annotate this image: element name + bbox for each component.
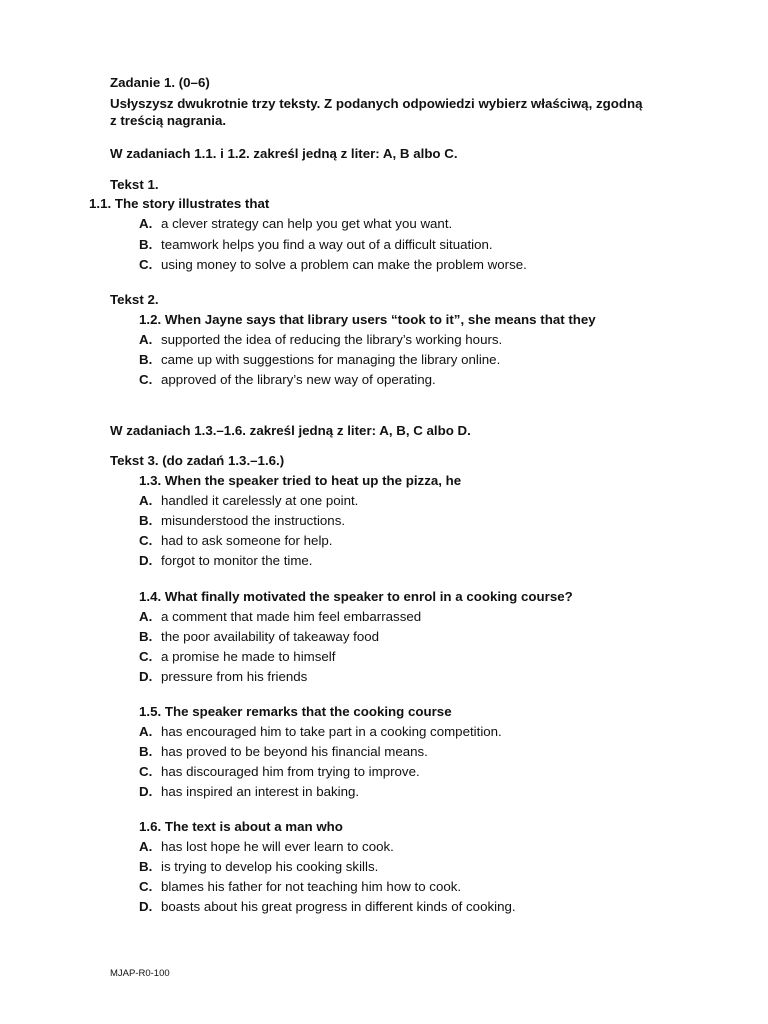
option-1-4-a[interactable] (139, 609, 421, 625)
option-text: a clever strategy can help you get what you want. (161, 216, 453, 231)
option-1-3-a[interactable] (139, 493, 358, 509)
option-text: approved of the library’s new way of operating. (161, 372, 436, 387)
option-letter: B. (139, 237, 153, 252)
option-1-4-d[interactable] (139, 669, 307, 685)
option-1-2-a[interactable] (139, 332, 502, 348)
option-text: forgot to monitor the time. (161, 553, 313, 568)
option-letter: D. (139, 899, 153, 914)
text1-label: Tekst 1. (110, 177, 159, 192)
question-1-1: 1.1. The story illustrates that (89, 196, 270, 211)
option-letter: C. (139, 764, 153, 779)
option-1-1-a[interactable] (139, 216, 452, 232)
option-text: had to ask someone for help. (161, 533, 333, 548)
option-1-2-c[interactable] (139, 372, 436, 388)
option-letter: A. (139, 839, 153, 854)
option-letter: C. (139, 372, 153, 387)
option-letter: B. (139, 744, 153, 759)
option-1-6-d[interactable] (139, 899, 516, 915)
option-letter: A. (139, 609, 153, 624)
option-1-2-b[interactable] (139, 352, 500, 368)
question-1-4: 1.4. What finally motivated the speaker to enrol in a cooking course? (139, 589, 573, 604)
option-1-3-d[interactable] (139, 553, 313, 569)
option-letter: A. (139, 493, 153, 508)
option-letter: B. (139, 859, 153, 874)
option-text: a comment that made him feel embarrassed (161, 609, 422, 624)
option-text: misunderstood the instructions. (161, 513, 346, 528)
note-abc: W zadaniach 1.1. i 1.2. zakreśl jedną z liter: A, B albo C. (110, 146, 458, 161)
option-text: has discouraged him from trying to improve. (161, 764, 420, 779)
option-1-5-a[interactable] (139, 724, 502, 740)
option-1-6-a[interactable] (139, 839, 394, 855)
option-text: handled it carelessly at one point. (161, 493, 359, 508)
option-text: the poor availability of takeaway food (161, 629, 380, 644)
option-1-3-c[interactable] (139, 533, 333, 549)
option-1-1-b[interactable] (139, 237, 493, 253)
option-1-4-c[interactable] (139, 649, 335, 665)
option-letter: D. (139, 669, 153, 684)
option-text: pressure from his friends (161, 669, 308, 684)
option-text: has inspired an interest in baking. (161, 784, 360, 799)
option-letter: A. (139, 216, 153, 231)
option-letter: D. (139, 784, 153, 799)
question-1-6: 1.6. The text is about a man who (139, 819, 343, 834)
option-text: came up with suggestions for managing the library online. (161, 352, 501, 367)
option-text: is trying to develop his cooking skills. (161, 859, 379, 874)
option-letter: A. (139, 724, 153, 739)
question-1-3: 1.3. When the speaker tried to heat up the pizza, he (139, 473, 462, 488)
option-text: using money to solve a problem can make the problem worse. (161, 257, 527, 272)
option-1-1-c[interactable] (139, 257, 527, 273)
footer-code: MJAP-R0-100 (110, 968, 170, 979)
instruction-line-2: z treścią nagrania. (110, 113, 227, 128)
option-1-4-b[interactable] (139, 629, 379, 645)
task-title: Zadanie 1. (0–6) (110, 75, 210, 90)
option-letter: D. (139, 553, 153, 568)
option-text: teamwork helps you find a way out of a difficult situation. (161, 237, 493, 252)
instruction-line-1: Usłyszysz dwukrotnie trzy teksty. Z podanych odpowiedzi wybierz właściwą, zgodną (110, 96, 643, 111)
option-1-6-b[interactable] (139, 859, 378, 875)
option-text: has proved to be beyond his financial means. (161, 744, 428, 759)
option-letter: C. (139, 879, 153, 894)
note-abcd: W zadaniach 1.3.–1.6. zakreśl jedną z liter: A, B, C albo D. (110, 423, 471, 438)
option-text: blames his father for not teaching him how to cook. (161, 879, 462, 894)
option-letter: B. (139, 513, 153, 528)
option-text: has encouraged him to take part in a cooking competition. (161, 724, 502, 739)
text2-label: Tekst 2. (110, 292, 159, 307)
option-1-5-d[interactable] (139, 784, 359, 800)
option-letter: C. (139, 533, 153, 548)
option-letter: C. (139, 257, 153, 272)
option-text: supported the idea of reducing the library’s working hours. (161, 332, 503, 347)
question-1-2: 1.2. When Jayne says that library users “took to it”, she means that they (139, 312, 596, 327)
option-letter: C. (139, 649, 153, 664)
question-1-5: 1.5. The speaker remarks that the cooking course (139, 704, 452, 719)
option-letter: A. (139, 332, 153, 347)
option-letter: B. (139, 352, 153, 367)
option-1-5-b[interactable] (139, 744, 428, 760)
option-text: boasts about his great progress in different kinds of cooking. (161, 899, 516, 914)
option-text: has lost hope he will ever learn to cook. (161, 839, 394, 854)
option-text: a promise he made to himself (161, 649, 336, 664)
option-1-6-c[interactable] (139, 879, 461, 895)
text3-label: Tekst 3. (do zadań 1.3.–1.6.) (110, 453, 285, 468)
option-1-5-c[interactable] (139, 764, 420, 780)
option-1-3-b[interactable] (139, 513, 345, 529)
option-letter: B. (139, 629, 153, 644)
